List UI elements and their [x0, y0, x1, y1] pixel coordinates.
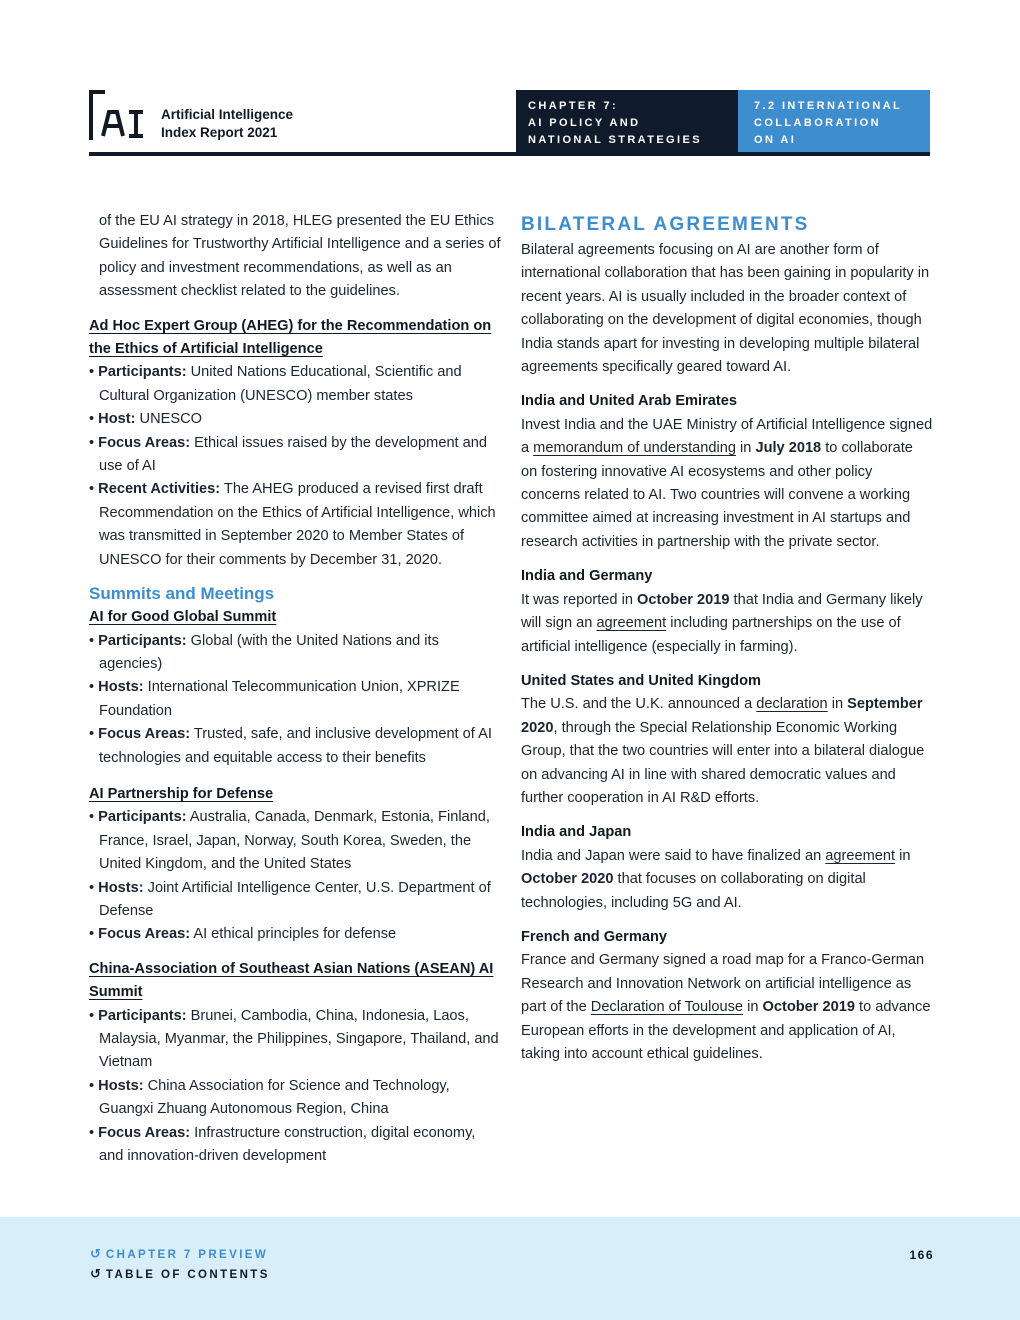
- brand-line-2: Index Report 2021: [161, 125, 278, 140]
- uae-title: India and United Arab Emirates: [521, 393, 737, 410]
- value: AI ethical principles for defense: [193, 926, 397, 943]
- mou-link[interactable]: memorandum of understanding: [533, 440, 736, 457]
- toulouse-link[interactable]: Declaration of Toulouse: [590, 999, 744, 1016]
- section-label[interactable]: [738, 90, 930, 152]
- table-of-contents-label: TABLE OF CONTENTS: [105, 1269, 270, 1281]
- asean-focus: • Focus Areas: Infrastructure construction, digital economy, and innovation-driven development: [89, 1124, 476, 1165]
- date: October 2019: [762, 999, 855, 1016]
- label: Hosts:: [98, 679, 144, 696]
- japan-block: [521, 821, 933, 915]
- uae-body: [521, 414, 933, 554]
- value: UNESCO: [139, 411, 202, 428]
- label: Hosts:: [98, 879, 144, 896]
- left-column: [89, 210, 501, 1168]
- aheg-host: • Host: UNESCO: [89, 411, 202, 428]
- text: that focuses on collaborating on digital technologies, including 5G and AI.: [521, 871, 866, 911]
- value: China Association for Science and Technology, Guangxi Zhuang Autonomous Region, China: [99, 1077, 450, 1118]
- label: Recent Activities:: [98, 481, 221, 498]
- germany-title: India and Germany: [521, 568, 653, 585]
- aheg-title[interactable]: Ad Hoc Expert Group (AHEG) for the Recommendation on the Ethics of Artificial Intelligence: [89, 317, 492, 358]
- japan-body: [521, 845, 933, 915]
- return-arrow-icon: ↺: [90, 1266, 101, 1281]
- label: Participants:: [98, 809, 187, 826]
- page-number: 166: [909, 1248, 934, 1262]
- date: October 2019: [637, 591, 730, 608]
- ai-good-block: [89, 606, 501, 770]
- text: in: [743, 999, 763, 1016]
- text: in: [735, 440, 756, 457]
- defense-block: [89, 783, 501, 947]
- value: United Nations Educational, Scientific and Cultural Organization (UNESCO) member states: [99, 364, 462, 404]
- table-of-contents-link[interactable]: [90, 1266, 270, 1282]
- text: to collaborate on fostering innovative AI ecosystems and other policy concerns related to AI. Two countries will convene a working committee aimed at increasing investment in AI startups and research activities in partnership with the private sector.: [521, 440, 913, 550]
- label: Host:: [98, 411, 136, 428]
- aheg-block: [89, 315, 501, 572]
- value: Australia, Canada, Denmark, Estonia, Finland, France, Israel, Japan, Norway, South Korea, Sweden, the United Kingdom, and the United States: [99, 809, 490, 873]
- report-brand: [161, 106, 293, 142]
- text: Invest India and the UAE Ministry of Artificial Intelligence signed a: [521, 416, 933, 457]
- agreement-link[interactable]: agreement: [596, 615, 667, 632]
- section-line-2: COLLABORATION: [754, 117, 881, 129]
- summits-heading: Summits and Meetings: [89, 584, 275, 604]
- french-title: French and Germany: [521, 928, 667, 945]
- label: Participants:: [98, 364, 187, 381]
- text: that India and Germany likely will sign an: [521, 591, 923, 632]
- chapter-label[interactable]: [516, 90, 738, 152]
- value: The AHEG produced a revised first draft Recommendation on the Ethics of Artificial Intelligence, which was transmitted in September 2020 to Member States of UNESCO for their comments by December 31, 2020.: [99, 481, 496, 568]
- chapter-preview-link[interactable]: [90, 1246, 268, 1262]
- usuk-body: [521, 693, 933, 810]
- value: Global (with the United Nations and its agencies): [99, 632, 439, 672]
- asean-block: [89, 958, 501, 1169]
- aheg-participants: • Participants: United Nations Educational, Scientific and Cultural Organization (UNESCO) member states: [89, 364, 462, 404]
- germany-body: [521, 589, 933, 659]
- french-block: [521, 926, 933, 1066]
- usuk-title: United States and United Kingdom: [521, 672, 761, 689]
- section-line-1: 7.2 INTERNATIONAL: [754, 100, 903, 112]
- value: Trusted, safe, and inclusive development of AI technologies and equitable access to their benefits: [99, 726, 492, 766]
- right-column: [521, 210, 933, 1066]
- text: in: [827, 696, 848, 713]
- label: Focus Areas:: [98, 434, 191, 451]
- value: Infrastructure construction, digital economy, and innovation-driven development: [99, 1124, 476, 1165]
- ai-good-focus: • Focus Areas: Trusted, safe, and inclusive development of AI technologies and equitable access to their benefits: [89, 726, 492, 766]
- label: Participants:: [98, 632, 187, 649]
- defense-participants: • Participants: Australia, Canada, Denmark, Estonia, Finland, France, Israel, Japan, Norway, South Korea, Sweden, the United Kingdom, and the United States: [89, 809, 490, 873]
- ai-index-logo: [89, 90, 149, 142]
- text: in: [895, 847, 911, 864]
- uae-block: [521, 390, 933, 554]
- agreement-link[interactable]: agreement: [825, 847, 896, 864]
- text: to advance European efforts in the development and application of AI, taking into account ethical guidelines.: [521, 999, 931, 1062]
- label: Participants:: [98, 1007, 187, 1024]
- page-footer: [0, 1217, 1020, 1320]
- asean-participants: • Participants: Brunei, Cambodia, China, Indonesia, Laos, Malaysia, Myanmar, the Philippines, Singapore, Thailand, and Vietnam: [89, 1007, 499, 1071]
- date: September 2020: [521, 696, 923, 736]
- value: Brunei, Cambodia, China, Indonesia, Laos, Malaysia, Myanmar, the Philippines, Singapore, Thailand, and Vietnam: [99, 1007, 499, 1071]
- hleg-continuation: of the EU AI strategy in 2018, HLEG presented the EU Ethics Guidelines for Trustworthy Artificial Intelligence and a series of policy and investment recommendations, as well as an assessment checklist related to the guidelines.: [99, 213, 501, 300]
- text: France and Germany signed a road map for a Franco-German Research and Innovation Network on artificial intelligence as part of the: [521, 952, 925, 1016]
- chapter-preview-label: CHAPTER 7 PREVIEW: [105, 1249, 269, 1261]
- asean-hosts: • Hosts: China Association for Science and Technology, Guangxi Zhuang Autonomous Region, China: [89, 1077, 450, 1118]
- text: including partnerships on the use of artificial intelligence (especially in farming).: [521, 615, 901, 655]
- japan-title: India and Japan: [521, 824, 632, 841]
- chapter-line-1: CHAPTER 7:: [528, 100, 619, 112]
- text: India and Japan were said to have finalized an: [521, 847, 826, 864]
- chapter-line-3: NATIONAL STRATEGIES: [528, 134, 702, 146]
- germany-block: [521, 565, 933, 659]
- text: The U.S. and the U.K. announced a: [521, 696, 757, 713]
- chapter-line-2: AI POLICY AND: [528, 117, 641, 129]
- french-body: [521, 949, 933, 1066]
- value: Joint Artificial Intelligence Center, U.S. Department of Defense: [99, 879, 491, 919]
- label: Focus Areas:: [98, 926, 191, 943]
- value: International Telecommunication Union, XPRIZE Foundation: [99, 679, 460, 719]
- bilateral-title: BILATERAL AGREEMENTS: [521, 214, 810, 235]
- defense-focus: • Focus Areas: AI ethical principles for defense: [89, 926, 397, 943]
- asean-title[interactable]: China-Association of Southeast Asian Nations (ASEAN) AI Summit: [89, 960, 494, 1001]
- return-arrow-icon: ↺: [90, 1246, 101, 1261]
- usuk-block: [521, 670, 933, 810]
- ai-good-hosts: • Hosts: International Telecommunication Union, XPRIZE Foundation: [89, 679, 460, 719]
- ai-good-title[interactable]: AI for Good Global Summit: [89, 609, 277, 626]
- bilateral-intro: Bilateral agreements focusing on AI are another form of international collaboration that has been gaining in popularity in recent years. AI is usually included in the broader context of collaborating on the development of digital economies, though India stands apart for investing in developing multiple bilateral agreements specifically geared toward AI.: [521, 242, 930, 376]
- defense-title[interactable]: AI Partnership for Defense: [89, 785, 274, 802]
- section-line-3: ON AI: [754, 134, 797, 146]
- label: Focus Areas:: [98, 726, 191, 743]
- header-divider: [89, 152, 930, 156]
- declaration-link[interactable]: declaration: [756, 696, 828, 713]
- aheg-recent: • Recent Activities: The AHEG produced a revised first draft Recommendation on the Ethics of Artificial Intelligence, which was transmitted in September 2020 to Member States of UNESCO for their comments by December 31, 2020.: [89, 481, 496, 568]
- text: , through the Special Relationship Economic Working Group, that the two countries will enter into a bilateral dialogue on advancing AI in line with shared democratic values and further cooperation in AI R&D efforts.: [521, 719, 925, 806]
- page-header: [89, 90, 930, 157]
- date: July 2018: [755, 440, 822, 457]
- label: Hosts:: [98, 1077, 144, 1094]
- value: Ethical issues raised by the development and use of AI: [99, 434, 488, 475]
- ai-good-participants: • Participants: Global (with the United Nations and its agencies): [89, 632, 439, 672]
- aheg-focus: • Focus Areas: Ethical issues raised by the development and use of AI: [89, 434, 488, 475]
- defense-hosts: • Hosts: Joint Artificial Intelligence Center, U.S. Department of Defense: [89, 879, 491, 919]
- label: Focus Areas:: [98, 1124, 191, 1141]
- text: It was reported in: [521, 591, 637, 608]
- date: October 2020: [521, 871, 614, 888]
- brand-line-1: Artificial Intelligence: [161, 107, 294, 122]
